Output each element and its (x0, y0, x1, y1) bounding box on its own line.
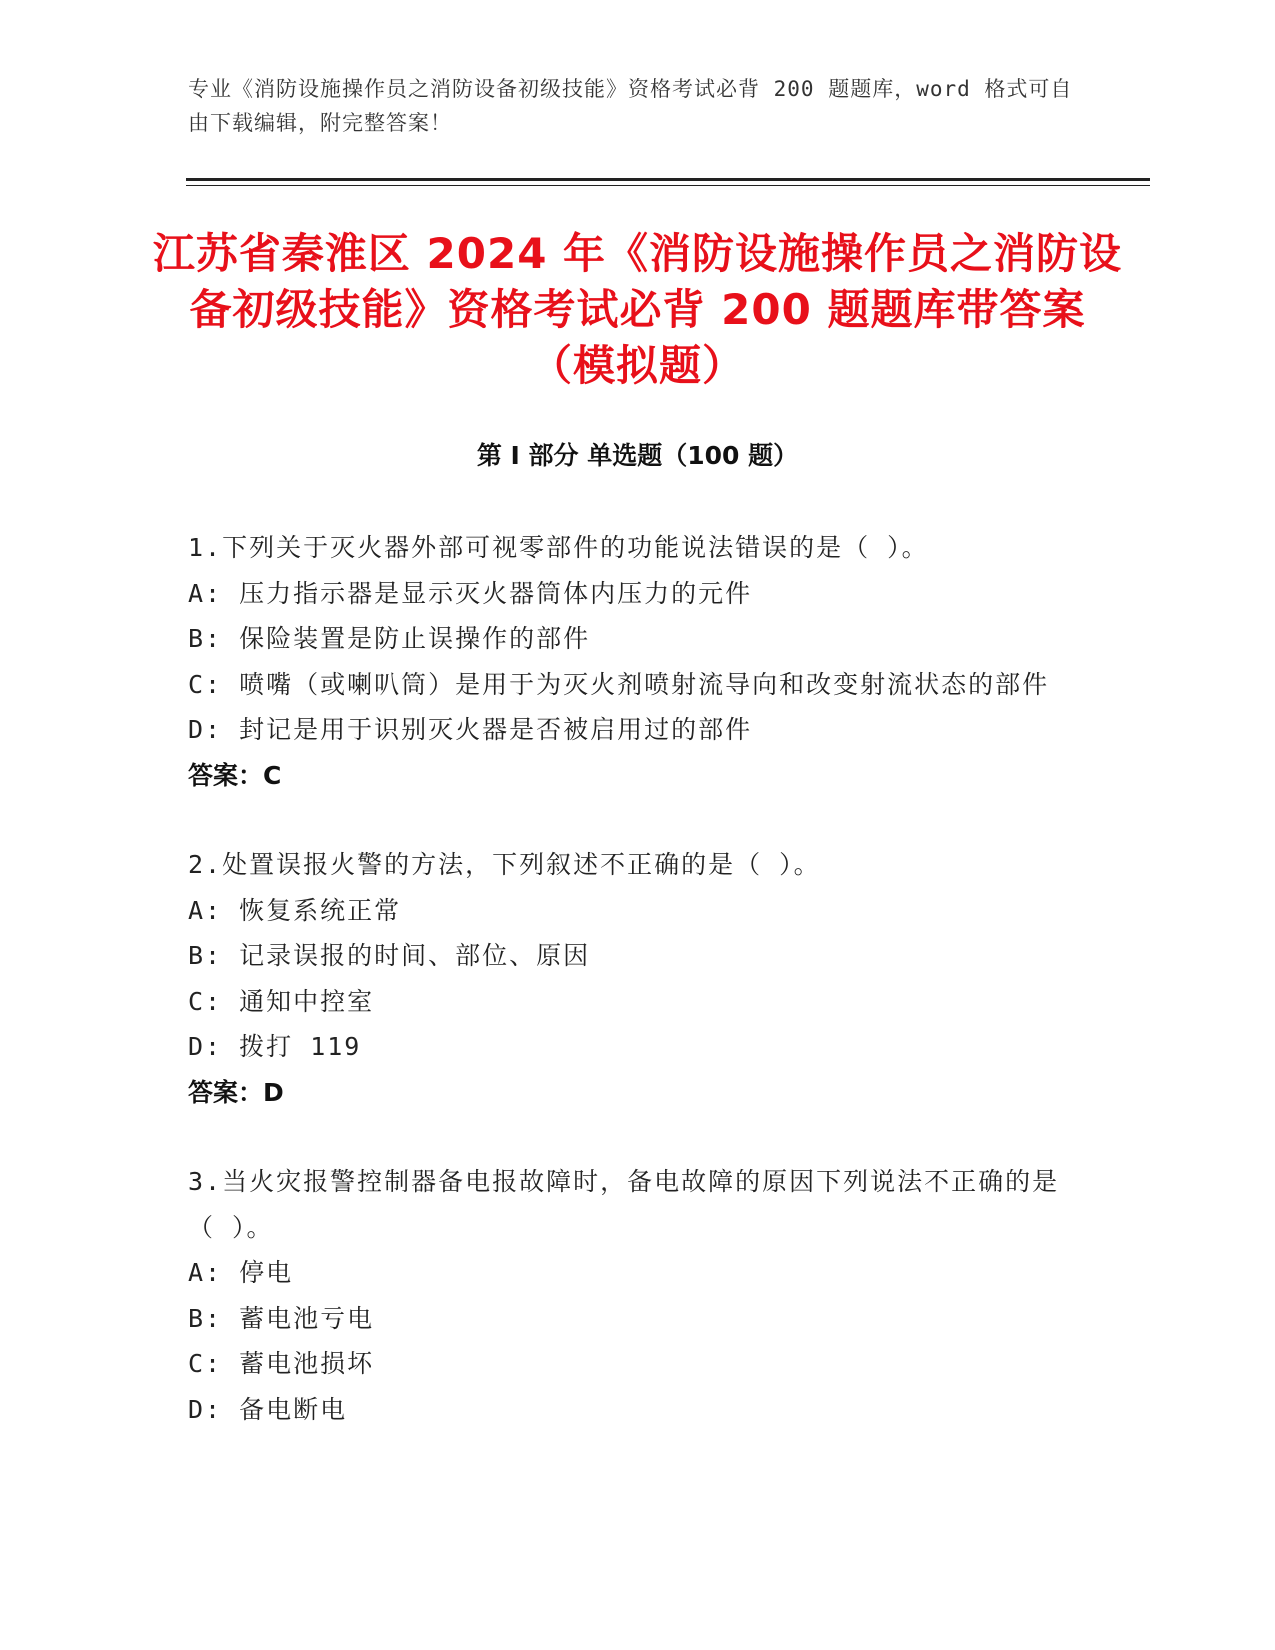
option-c: C: 蓄电池损坏 (188, 1349, 375, 1378)
question-1 (188, 525, 1068, 798)
question-3 (188, 1159, 1068, 1432)
option-a: A: 停电 (188, 1258, 294, 1287)
question-list (188, 525, 1068, 1476)
option-c: C: 通知中控室 (188, 986, 375, 1016)
question-stem: 3.当火灾报警控制器备电报故障时，备电故障的原因下列说法不正确的是（ ）。 (188, 1167, 1060, 1242)
option-b: B: 蓄电池亏电 (188, 1303, 375, 1333)
option-d: D: 封记是用于识别灭火器是否被启用过的部件 (188, 715, 753, 744)
header-divider-thin (186, 185, 1150, 186)
option-a: A: 恢复系统正常 (188, 895, 402, 925)
answer: 答案：C (188, 760, 282, 790)
answer: 答案：D (188, 1077, 284, 1107)
header-divider-thick (186, 178, 1150, 181)
question-2 (188, 842, 1068, 1115)
header-note: 专业《消防设施操作员之消防设备初级技能》资格考试必背 200 题题库，word 格式可自由下载编辑，附完整答案！ (188, 77, 1073, 135)
option-b: B: 保险装置是防止误操作的部件 (188, 624, 591, 653)
option-b: B: 记录误报的时间、部位、原因 (188, 941, 591, 970)
option-a: A: 压力指示器是显示灭火器筒体内压力的元件 (188, 578, 753, 608)
section-title: 第 I 部分 单选题（100 题） (476, 441, 799, 470)
option-d: D: 备电断电 (188, 1394, 348, 1424)
question-stem: 1.下列关于灭火器外部可视零部件的功能说法错误的是（ ）。 (188, 533, 929, 562)
option-c: C: 喷嘴（或喇叭筒）是用于为灭火剂喷射流导向和改变射流状态的部件 (188, 669, 1050, 699)
document-title: 江苏省秦淮区 2024 年《消防设施操作员之消防设备初级技能》资格考试必背 200 题题库带答案（模拟题） (152, 229, 1123, 390)
question-stem: 2.处置误报火警的方法，下列叙述不正确的是（ ）。 (188, 850, 821, 879)
option-d: D: 拨打 119 (188, 1032, 362, 1061)
